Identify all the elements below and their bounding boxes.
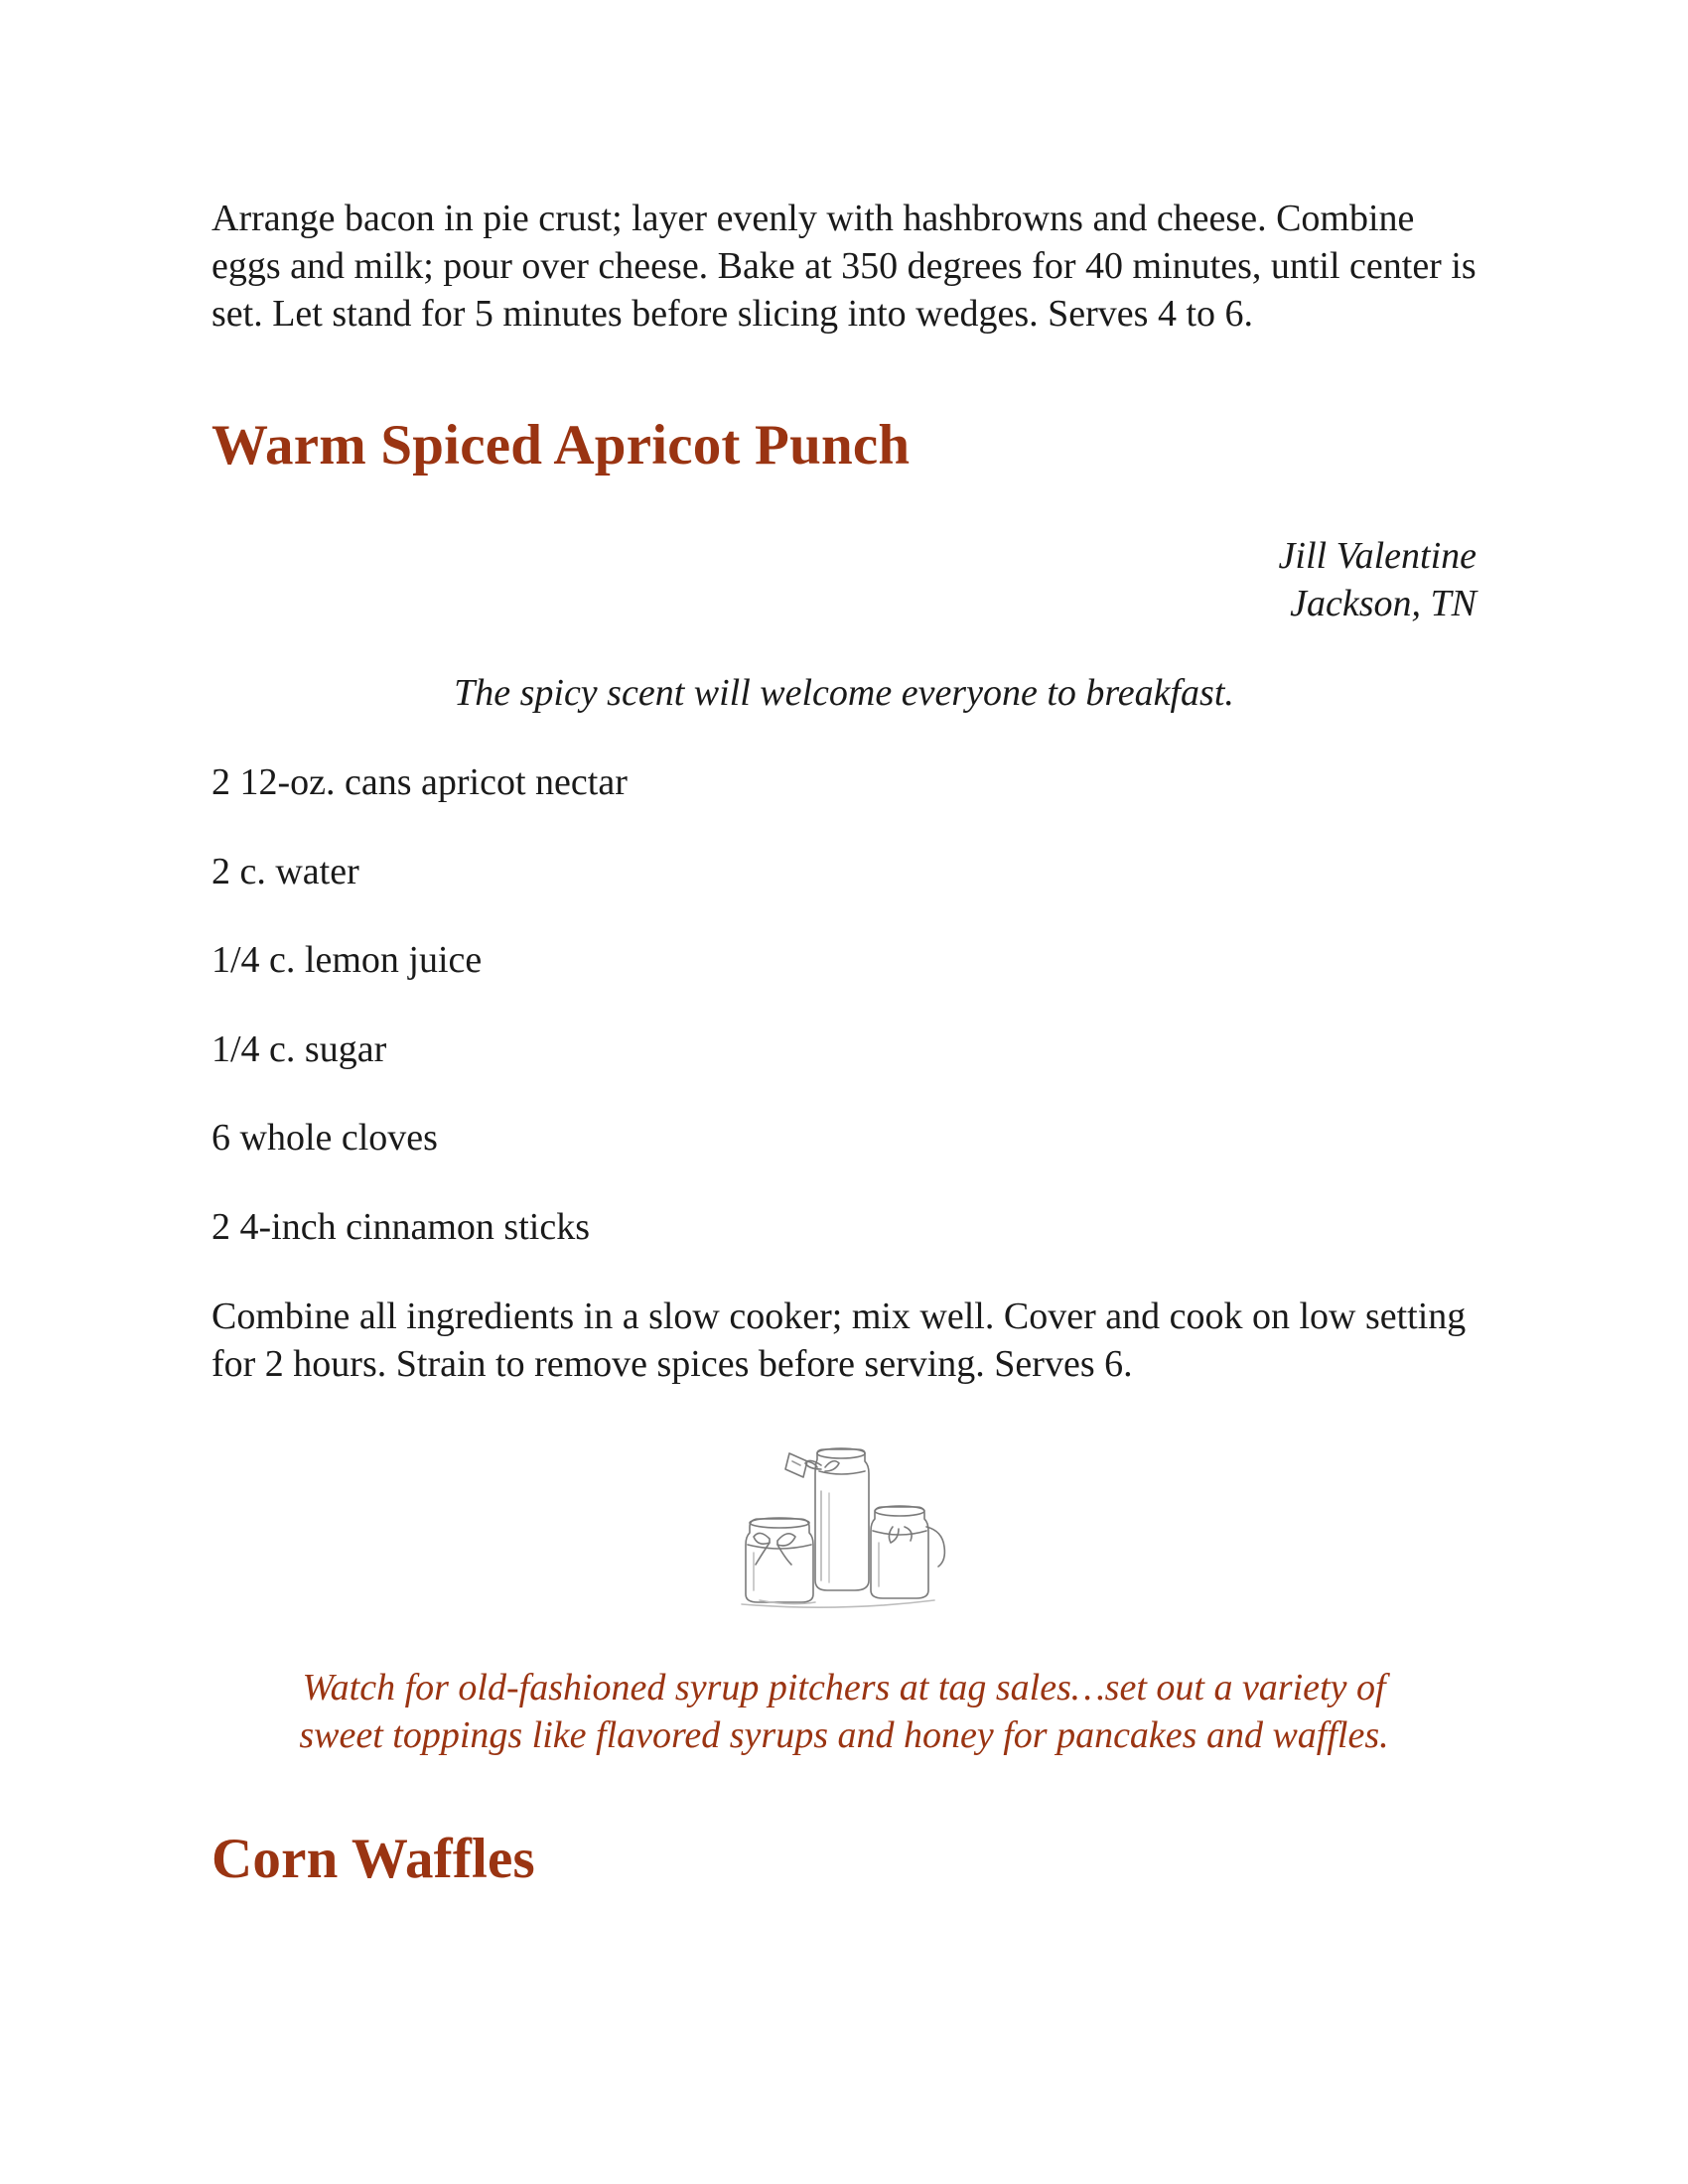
previous-recipe-directions: Arrange bacon in pie crust; layer evenly with hashbrowns and cheese. Combine eggs and milk; pour over cheese. Bake at 350 degrees for 40 minutes, until center is set. Let stand for 5 minutes before slicing into wedges. Serves 4 to 6. xyxy=(211,198,1477,335)
ingredient-item: 1/4 c. lemon juice xyxy=(211,939,483,982)
ingredient-item: 2 4-inch cinnamon sticks xyxy=(211,1205,590,1248)
recipe-directions: Combine all ingredients in a slow cooker; mix well. Cover and cook on low setting for 2 hours. Strain to remove spices before serving. Serves 6. xyxy=(211,1295,1467,1385)
recipe-page xyxy=(211,195,1477,1892)
ingredient-list xyxy=(211,758,1477,1251)
tip-text: Watch for old-fashioned syrup pitchers at tag sales…set out a variety of sweet toppings like flavored syrups and honey for pancakes and waffles. xyxy=(299,1666,1389,1756)
next-recipe-title: Corn Waffles xyxy=(211,1827,535,1890)
recipe-attribution xyxy=(211,532,1477,627)
recipe-location: Jackson, TN xyxy=(1290,583,1477,624)
ingredient-item: 1/4 c. sugar xyxy=(211,1027,387,1070)
recipe-author: Jill Valentine xyxy=(1278,535,1477,577)
syrup-jars-icon xyxy=(730,1432,958,1610)
ingredient-item: 2 c. water xyxy=(211,850,359,892)
recipe-blurb: The spicy scent will welcome everyone to breakfast. xyxy=(454,672,1234,714)
recipe-title: Warm Spiced Apricot Punch xyxy=(211,414,911,477)
ingredient-item: 6 whole cloves xyxy=(211,1117,438,1160)
ingredient-item: 2 12-oz. cans apricot nectar xyxy=(211,761,628,803)
